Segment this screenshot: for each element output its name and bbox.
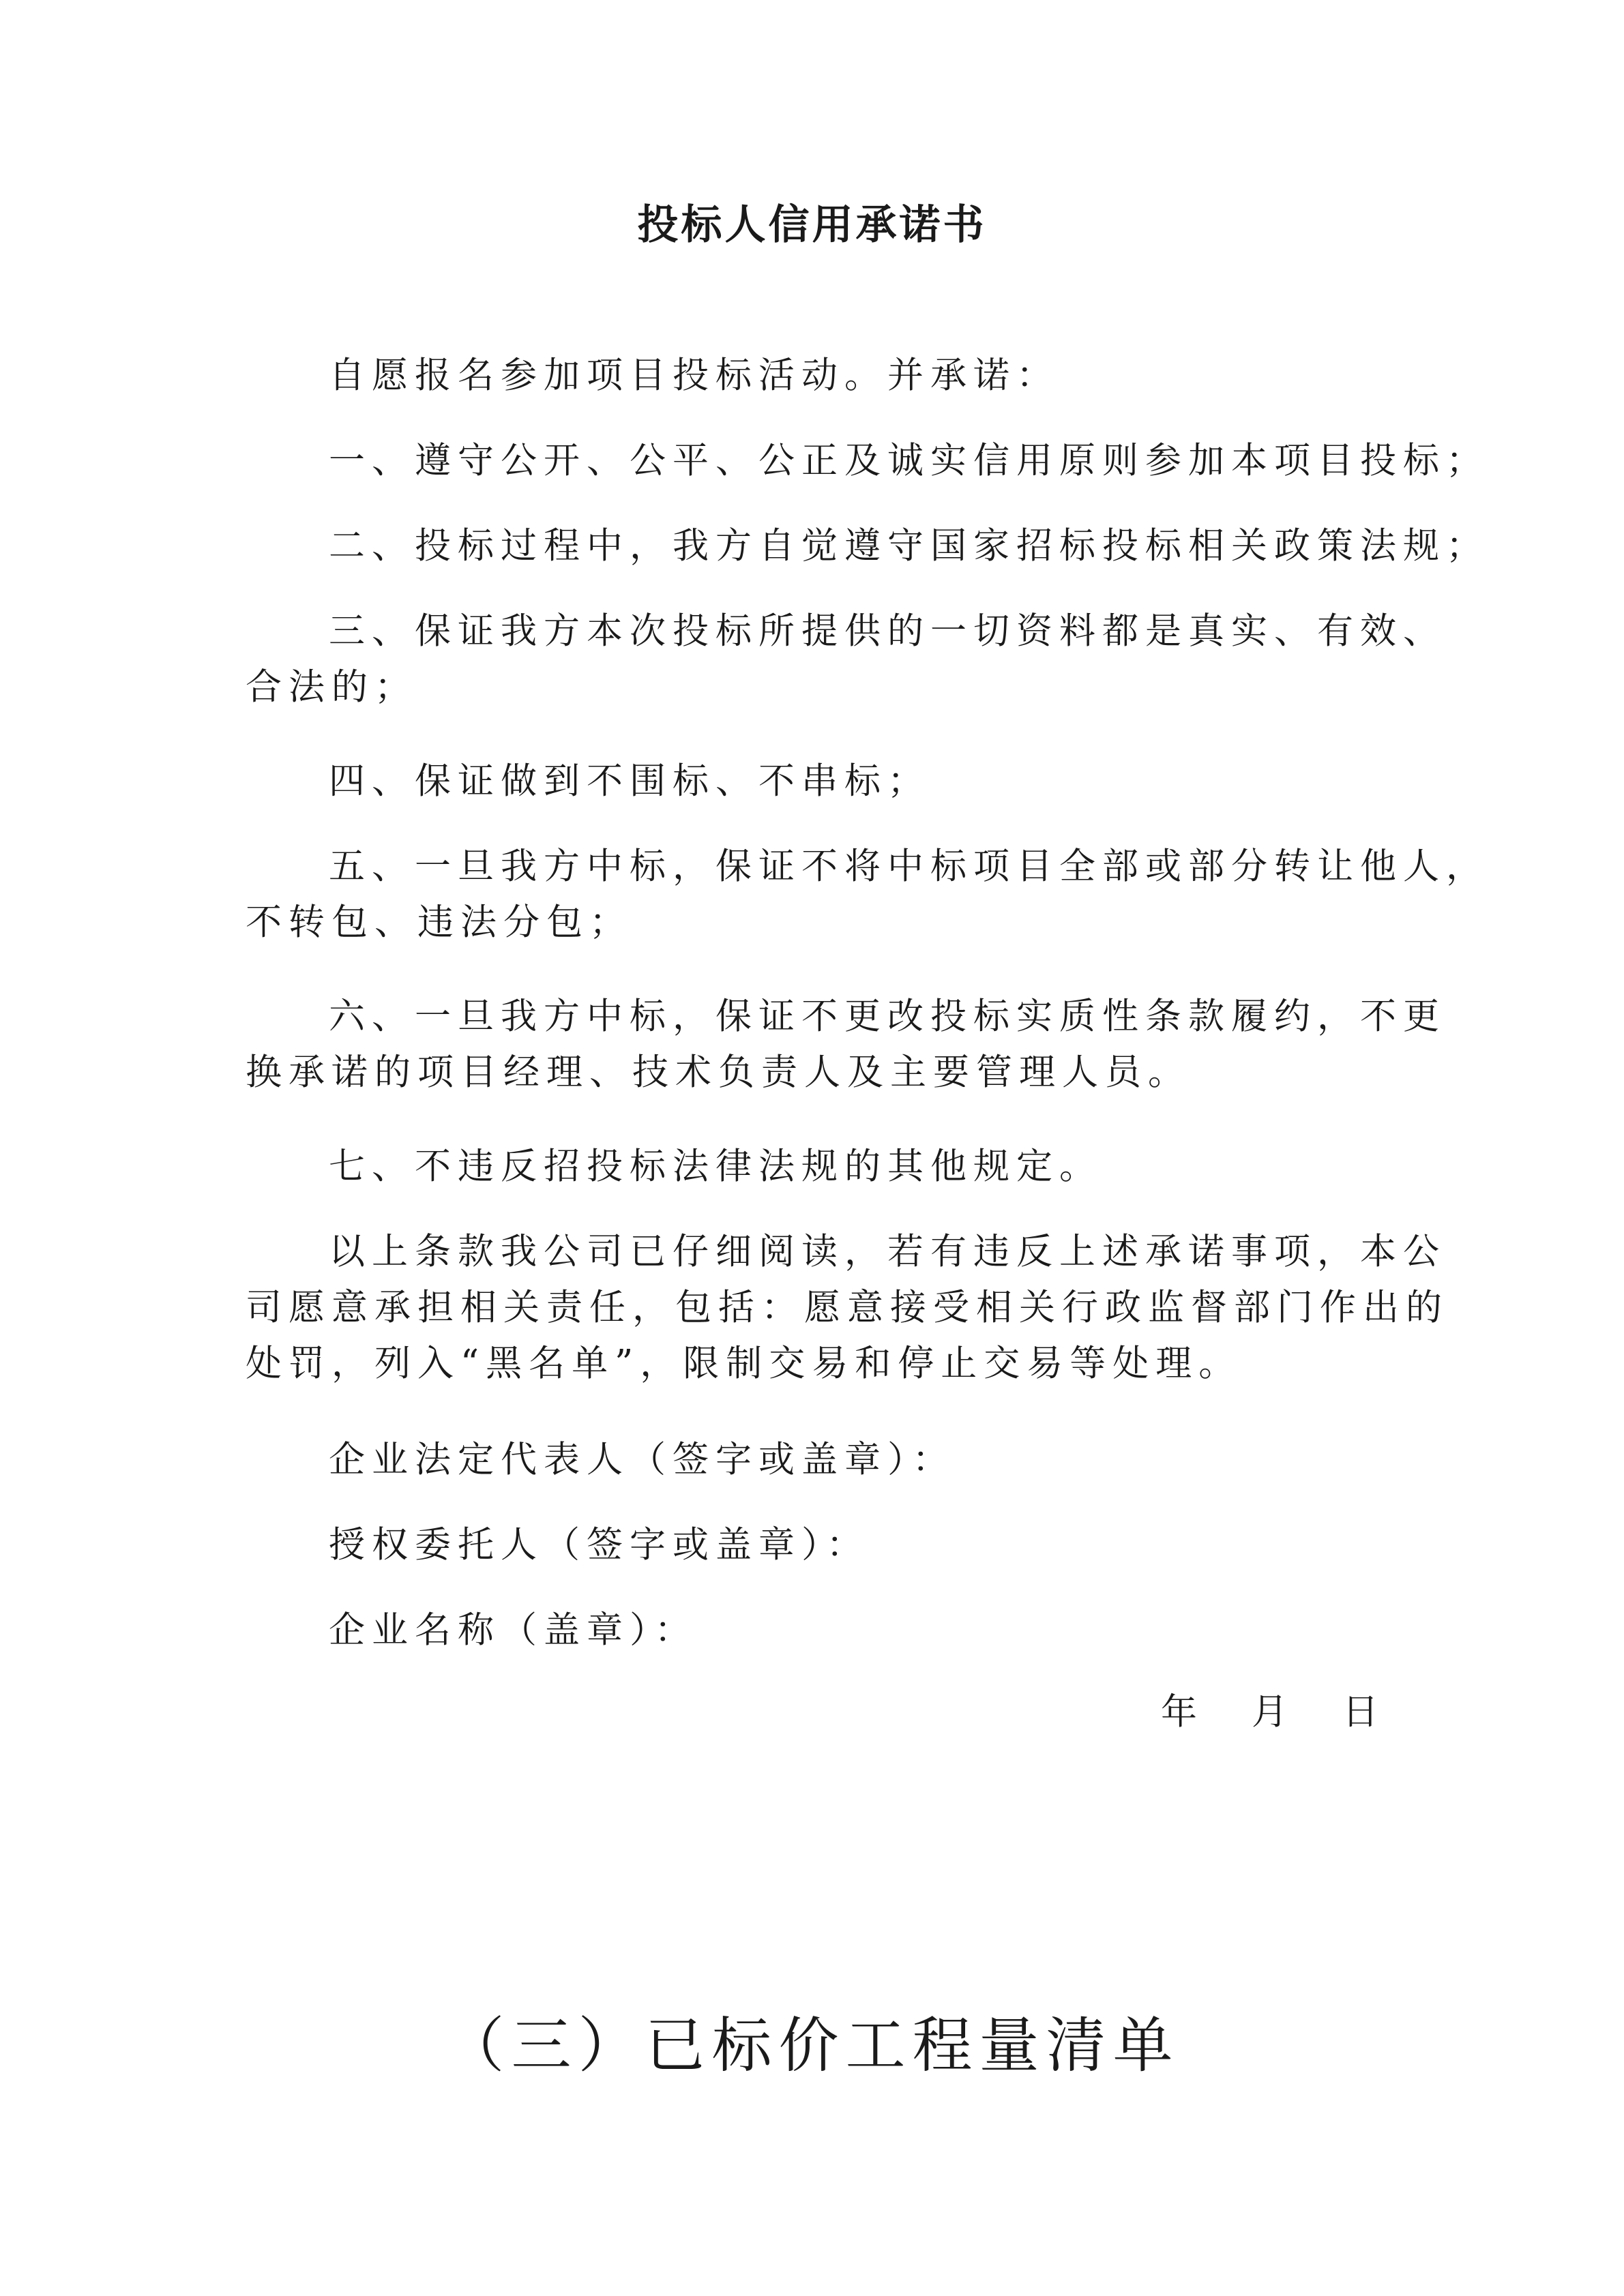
commitment-item-5 — [246, 839, 1489, 951]
section-heading: （三）已标价工程量清单 — [444, 2010, 1180, 2081]
legal-representative-signature — [246, 1432, 1378, 1488]
item-1-text: 一、遵守公开、公平、公正及诚实信用原则参加本项目投标； — [329, 440, 1489, 481]
closing-paragraph — [246, 1224, 1449, 1392]
authorized-agent-signature — [246, 1517, 1378, 1573]
document-title: 投标人信用承诺书 — [637, 201, 987, 249]
commitment-item-3 — [246, 603, 1446, 715]
date-year-label: 年 — [1161, 1691, 1197, 1733]
commitment-item-2 — [246, 518, 1489, 574]
commitment-item-1 — [246, 433, 1489, 489]
item-3-line-2: 合法的； — [246, 666, 417, 708]
authorized-agent-label: 授权委托人（签字或盖章）： — [329, 1524, 870, 1566]
item-6-line-1: 六、一旦我方中标，保证不更改投标实质性条款履约，不更 — [329, 996, 1446, 1037]
intro-paragraph — [246, 348, 1378, 404]
closing-line-1: 以上条款我公司已仔细阅读，若有违反上述承诺事项，本公 — [329, 1231, 1446, 1272]
commitment-item-6 — [246, 989, 1446, 1101]
item-5-line-2: 不转包、违法分包； — [246, 901, 632, 943]
company-name-seal — [246, 1602, 1378, 1658]
item-5-line-1: 五、一旦我方中标，保证不将中标项目全部或部分转让他人， — [329, 846, 1489, 887]
date-month-label: 月 — [1252, 1691, 1288, 1733]
date-day-label: 日 — [1342, 1691, 1378, 1733]
item-6-line-2: 换承诺的项目经理、技术负责人及主要管理人员。 — [246, 1052, 1191, 1093]
commitment-item-7 — [246, 1139, 1378, 1195]
closing-line-3: 处罚，列入“黑名单”，限制交易和停止交易等处理。 — [246, 1343, 1242, 1384]
intro-text: 自愿报名参加项目投标活动。并承诺： — [329, 355, 1059, 396]
item-2-text: 二、投标过程中，我方自觉遵守国家招标投标相关政策法规； — [329, 525, 1489, 567]
item-3-line-1: 三、保证我方本次投标所提供的一切资料都是真实、有效、 — [329, 610, 1446, 652]
commitment-item-4 — [246, 754, 1378, 809]
item-4-text: 四、保证做到不围标、不串标； — [329, 760, 930, 802]
closing-line-2: 司愿意承担相关责任，包括：愿意接受相关行政监督部门作出的 — [246, 1287, 1449, 1328]
item-7-text: 七、不违反招投标法律法规的其他规定。 — [329, 1146, 1102, 1187]
legal-rep-label: 企业法定代表人（签字或盖章）： — [329, 1439, 956, 1480]
company-name-label: 企业名称（盖章）： — [329, 1609, 698, 1651]
signature-date — [1161, 1684, 1378, 1740]
